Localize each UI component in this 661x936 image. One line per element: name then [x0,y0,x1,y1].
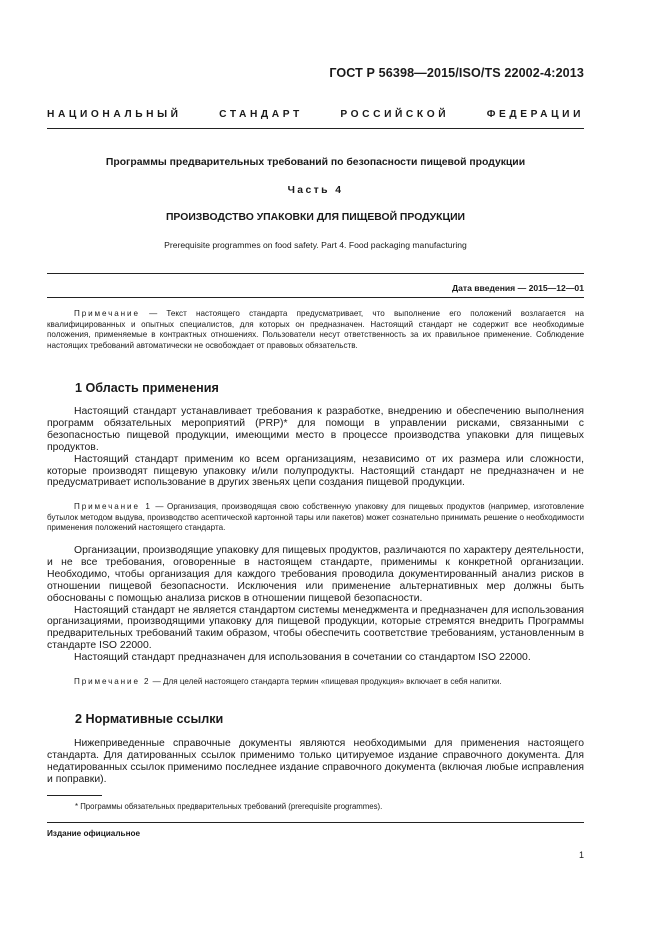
title-rule [47,273,584,274]
note-1-label: Примечание 1 [74,502,152,511]
title-main: ПРОИЗВОДСТВО УПАКОВКИ ДЛЯ ПИЩЕВОЙ ПРОДУКЦИИ [165,212,466,223]
section-1-paragraph: Настоящий стандарт не является стандартом системы менеджмента и предназначен для использования организациями, производящими упаковку для пищевой продукции, которые стремятся внедрить Программы предварительных требований таким образом, чтобы обеспечить соответствие требованиям, установленным в стандарте ISO 22000. [47,604,584,652]
section-2-paragraph: Нижеприведенные справочные документы являются необходимыми для применения настоящего стандарта. Для датированных ссылок применимо только цитируемое издание справочного документа. Для недатированных ссылок применимо последнее издание справочного документа (включая любые исправления и поправки). [47,738,584,785]
section-1-paragraph: Организации, производящие упаковку для пищевых продуктов, различаются по характеру деятельности, и не все требования, оговоренные в настоящем стандарте, применимы к конкретной организации. Необходимо, чтобы организация для каждого требования проводила документированный анализ рисков в отношении пищевой безопасности. Исключения или применение альтернативных мер должны быть обоснованы с помощью анализа рисков в отношении пищевой безопасности. [47,545,584,604]
intro-note [47,309,584,351]
header-rule [47,128,584,129]
section-2-body [47,738,584,786]
national-standard-banner: НАЦИОНАЛЬНЫЙ СТАНДАРТ РОССИЙСКОЙ ФЕДЕРАЦИИ [47,109,584,120]
section-2-heading: 2 Нормативные ссылки [75,712,224,726]
section-1-paragraph: Настоящий стандарт предназначен для использования в сочетании со стандартом ISO 22000. [74,652,531,664]
standard-code: ГОСТ Р 56398—2015/ISO/TS 22002-4:2013 [329,66,584,80]
title-part: Часть 4 [287,185,344,196]
note-2-text: — Для целей настоящего стандарта термин «пищевая продукция» включает в себя напитки. [152,677,502,686]
note-1-text: — Организация, производящая свою собственную упаковку для пищевых продуктов (например, изготовление бутылок методом выдува, производство асептической картонной тары или пакетов) может сознательно принимать решение о необходимости применения положений настоящего стандарта. [47,502,584,533]
title-programs: Программы предварительных требований по безопасности пищевой продукции [105,157,526,168]
date-of-introduction: Дата введения — 2015—12—01 [451,283,584,293]
section-1-heading: 1 Область применения [75,381,219,395]
date-rule [47,297,584,298]
note-2-label: Примечание 2 [74,677,151,686]
edition-rule [47,822,584,823]
section-1-paragraph: Настоящий стандарт применим ко всем организациям, независимо от их размера или сложности, которые производят пищевую упаковку и/или полупродукты. Настоящий стандарт не предназначен и не предусматривает использование в других звеньях цепи создания пищевой продукции. [47,453,584,489]
note-1 [47,502,584,534]
note-2 [47,677,584,688]
edition-label: Издание официальное [47,829,141,838]
intro-note-label: Примечание [74,309,140,318]
section-1-body [47,406,584,489]
intro-note-text: — Текст настоящего стандарта предусматривает, что выполнение его положений возлагается на квалифицированных и опытных специалистов, для которых он предназначен. Настоящий стандарт не содержит все необходимые положения, применяемые в контрактных отношениях. Пользователи несут ответственность за их правильное применение. Соблюдение настоящих требований автоматически не освобождает от правовых обязательств. [47,309,585,350]
section-1-body-cont [47,545,584,664]
section-1-paragraph: Настоящий стандарт устанавливает требования к разработке, внедрению и обеспечению выполнения программ обязательных мероприятий (PRP)* для помощи в управлении рисками, связанными с безопасностью пищевой продукции, имеющими место в процессе производства упаковки для пищевых продуктов. [47,406,584,453]
title-english: Prerequisite programmes on food safety. Part 4. Food packaging manufacturing [164,240,467,250]
footnote-rule [47,795,102,796]
footnote: * Программы обязательных предварительных требований (prerequisite programmes). [75,802,383,811]
page-number: 1 [578,850,584,860]
